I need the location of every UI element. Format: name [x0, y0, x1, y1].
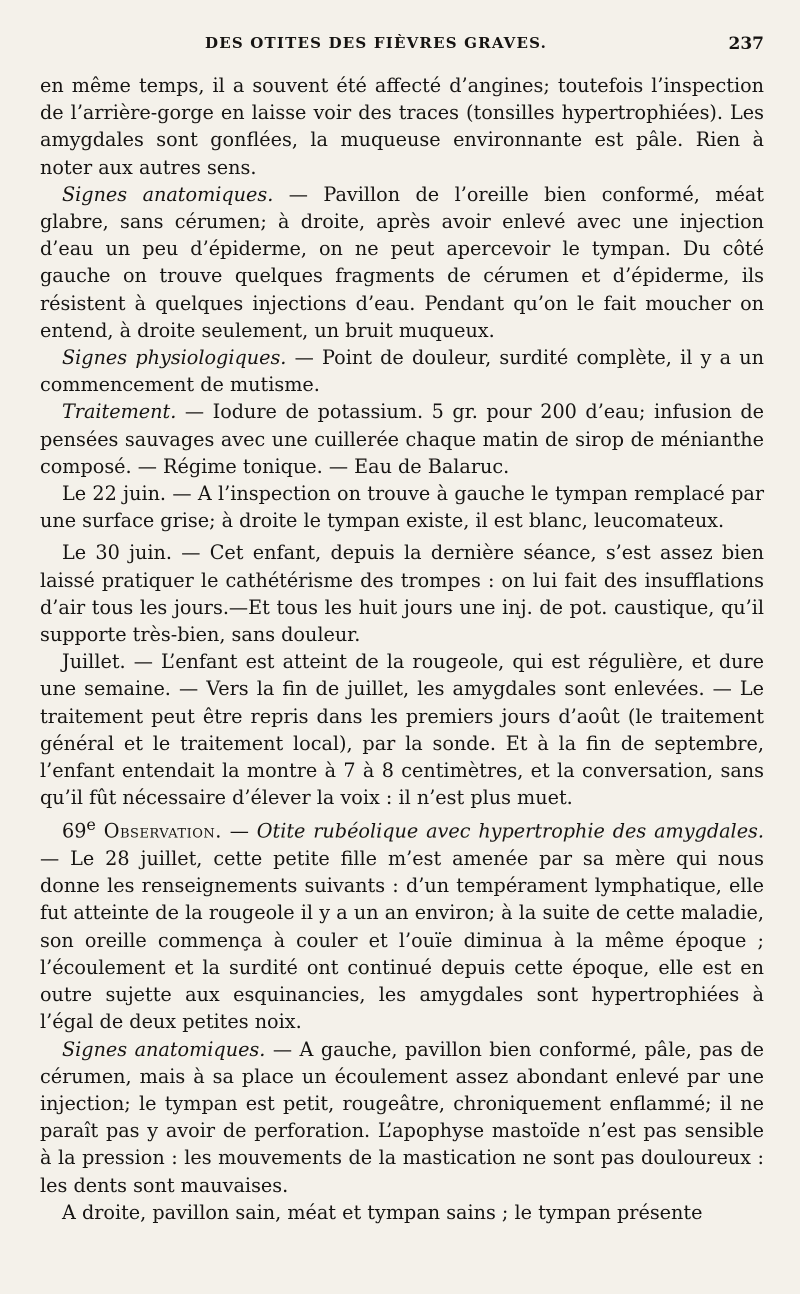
paragraph-9 [40, 1036, 764, 1199]
paragraph-1-text: en même temps, il a souvent été affecté d’angines; toutefois l’inspection de l’arrière-gorge en laisse voir des traces (tonsilles hypertrophiées). Les amygdales sont gonflées, la muqueuse environnante est pâle. Rien à noter aux autres sens. [40, 74, 764, 179]
observation-number: 69 [62, 819, 87, 843]
section-label-signes-anatomiques-2: Signes anatomiques. [62, 1037, 266, 1061]
running-title: DES OTITES DES FIÈVRES GRAVES. [205, 34, 547, 52]
paragraph-7 [40, 648, 764, 811]
paragraph-7-text: Juillet. — L’enfant est atteint de la rougeole, qui est régulière, et dure une semaine. — Vers la fin de juillet, les amygdales sont enlevées. — Le traitement peut être repris dans les premiers jours d’août (le traitement général et le traitement local), par la sonde. Et à la fin de septembre, l’enfant entendait la montre à 7 à 8 centimètres, et la conversation, sans qu’il fût nécessaire d’élever la voix : il n’est plus muet. [40, 650, 764, 810]
paragraph-1 [40, 72, 764, 181]
paragraph-9-text: — A gauche, pavillon bien conformé, pâle, pas de cérumen, mais à sa place un écoulement assez abondant enlevé par une injection; le tympan est petit, rougeâtre, chroniquement enflammé; il ne paraît pas y avoir de perforation. L’apophyse mastoïde n’est pas sensible à la pression : les mouvements de la mastication ne sont pas douloureux : les dents sont mauvaises. [40, 1037, 764, 1197]
section-label-signes-physiologiques: Signes physiologiques. [62, 346, 287, 370]
paragraph-5 [40, 480, 764, 534]
paragraph-6-text: Le 30 juin. — Cet enfant, depuis la dernière séance, s’est assez bien laissé pratiquer le cathétérisme des trompes : on lui fait des insufflations d’air tous les jours.—Et tous les huit jours une inj. de pot. caustique, qu’il supporte très-bien, sans douleur. [40, 541, 764, 647]
paragraph-8-observation [40, 811, 764, 1035]
paragraph-2-text: — Pavillon de l’oreille bien conformé, méat glabre, sans cérumen; à droite, après avoir enlevé avec une injection d’eau un peu d’épiderme, on ne peut apercevoir le tympan. Du côté gauche on trouve quelques fragments de cérumen et d’épiderme, ils résistent à quelques injections d’eau. Pendant qu’on le fait moucher on entend, à droite seulement, un bruit muqueux. [40, 182, 764, 342]
paragraph-10 [40, 1199, 764, 1226]
paragraph-8-text: — Le 28 juillet, cette petite fille m’est amenée par sa mère qui nous donne les renseignements suivants : d’un tempérament lymphatique, elle fut atteinte de la rougeole il y a un an environ; à la suite de cette maladie, son oreille commença à couler et l’ouïe diminua à la même époque ; l’écoulement et la surdité ont continué depuis cette époque, elle est en outre sujette aux esquinancies, les amygdales sont hypertrophiées à l’égal de deux petites noix. [40, 847, 764, 1034]
paragraph-10-text: A droite, pavillon sain, méat et tympan sains ; le tympan présente [62, 1200, 703, 1224]
page-number: 237 [728, 34, 764, 54]
paragraph-3 [40, 344, 764, 398]
observation-number-suffix: e [86, 815, 96, 835]
observation-label: Observation. [103, 819, 222, 843]
paragraph-5-text: Le 22 juin. — A l’inspection on trouve à gauche le tympan remplacé par une surface grise; à droite le tympan existe, il est blanc, leucomateux. [40, 482, 764, 533]
observation-dash: — [221, 819, 257, 843]
paragraph-4 [40, 398, 764, 480]
body-text [40, 72, 764, 1226]
observation-title: Otite rubéolique avec hypertrophie des amygdales. [256, 819, 764, 843]
section-label-traitement: Traitement. [62, 400, 177, 424]
paragraph-6 [40, 539, 764, 648]
running-head [0, 34, 800, 58]
paragraph-4-text: — Iodure de potassium. 5 gr. pour 200 d’eau; infusion de pensées sauvages avec une cuillerée chaque matin de sirop de ménianthe composé. — Régime tonique. — Eau de Balaruc. [40, 400, 764, 478]
paragraph-2 [40, 181, 764, 344]
paragraph-3-text: — Point de douleur, surdité complète, il y a un commencement de mutisme. [40, 346, 764, 397]
section-label-signes-anatomiques: Signes anatomiques. [62, 182, 274, 206]
